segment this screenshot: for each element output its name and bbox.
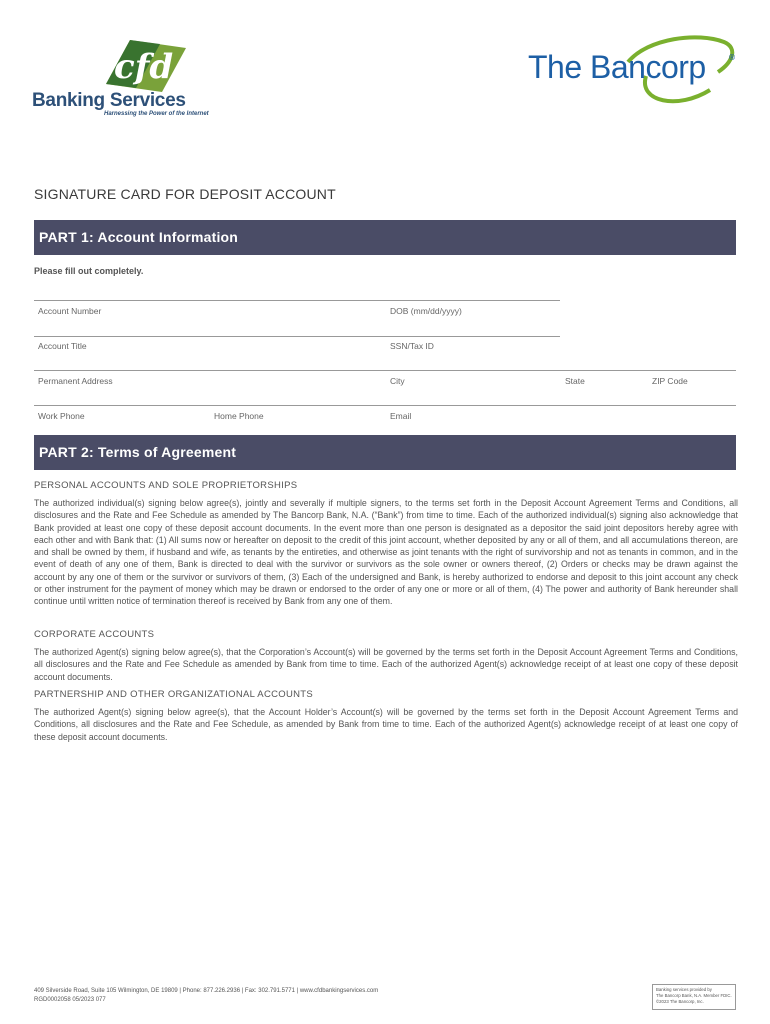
home-phone-label[interactable]: Home Phone [214, 411, 264, 421]
state-label[interactable]: State [565, 376, 585, 386]
part2-header-bar [34, 435, 736, 470]
partnership-accounts-heading: PARTNERSHIP AND OTHER ORGANIZATIONAL ACCOUNTS [34, 689, 314, 700]
personal-accounts-heading: PERSONAL ACCOUNTS AND SOLE PROPRIETORSHIPS [34, 480, 298, 491]
footer-form-code: RGD0002058 05/2023 077 [34, 997, 106, 1003]
cfd-name: Banking Services [32, 90, 186, 111]
email-label[interactable]: Email [390, 411, 412, 421]
part1-heading: PART 1: Account Information [39, 229, 239, 245]
cfd-diamond-icon [100, 34, 190, 96]
account-number-label[interactable]: Account Number [38, 306, 102, 316]
work-phone-label[interactable]: Work Phone [38, 411, 85, 421]
zip-code-label[interactable]: ZIP Code [652, 376, 688, 386]
footer-box-line1: Banking services provided by [656, 987, 712, 992]
account-title-label[interactable]: Account Title [38, 341, 87, 351]
footer-address: 409 Silverside Road, Suite 105 Wilmington, DE 19809 | Phone: 877.226.2936 | Fax: 302.791.5771 | www.cfdbankingservices.com [34, 988, 379, 994]
permanent-address-label[interactable]: Permanent Address [38, 376, 113, 386]
cfd-tagline: Harnessing the Power of the Internet [104, 111, 209, 117]
fill-out-note: Please fill out completely. [34, 266, 144, 276]
ssn-label[interactable]: SSN/Tax ID [390, 341, 434, 351]
city-label[interactable]: City [390, 376, 405, 386]
part2-heading: PART 2: Terms of Agreement [39, 444, 237, 460]
corporate-accounts-heading: CORPORATE ACCOUNTS [34, 629, 155, 640]
cfd-mark-text: cfd [114, 47, 174, 87]
bancorp-name: The Bancorp [528, 49, 706, 85]
the-bancorp-logo [528, 32, 743, 112]
document-title: SIGNATURE CARD FOR DEPOSIT ACCOUNT [34, 186, 336, 202]
dob-label[interactable]: DOB (mm/dd/yyyy) [390, 306, 462, 316]
cfd-banking-services-logo [32, 34, 207, 122]
corporate-accounts-text: The authorized Agent(s) signing below agree(s), that the Corporation’s Account(s) will be governed by the terms set forth in the Deposit Account Agreement Terms and Conditions, all disclosures and the Rate and Fee Schedule as amended by Bank from time to time. Each of the authorized Agent(s) acknowledge receipt of at least one copy of these deposit account documents. [34, 647, 738, 682]
account-number-line [34, 300, 560, 301]
footer-disclosure-box [652, 984, 736, 1010]
address-line [34, 370, 736, 371]
partnership-accounts-text: The authorized Agent(s) signing below agree(s), that the Account Holder’s Account(s) will be governed by the terms set forth in the Deposit Account Agreement Terms and Conditions, all disclosures and the Rate and Fee Schedule, as amended by Bank from time to time. Each of the authorized Agent(s) acknowledge receipt of at least one copy of these deposit account documents. [34, 707, 738, 742]
registered-mark: ® [728, 53, 736, 62]
footer-contact [34, 987, 378, 1005]
part1-header-bar [34, 220, 736, 255]
footer-box-line2: The Bancorp Bank, N.A. Member FDIC. [656, 993, 732, 998]
personal-accounts-text: The authorized individual(s) signing below agree(s), jointly and severally if multiple signers, to the terms set forth in the Deposit Account Agreement Terms and Conditions, all disclosures and the Rate and Fee Schedule as amended by The Bancorp Bank, N.A. (“Bank”) from time to time. Each of the authorized individual(s) signing also acknowledge that Bank provided at least one copy of these deposit account documents. In the event more than one person is designated as a depositor the said joint depositors hereby agree with each other and with Bank that: (1) All sums now or hereafter on deposit to the credit of this joint account, whether deposited by any or all of them, and all accumulations thereon, are and shall be owned by them, if husband and wife, as tenants by the entireties, and otherwise as joint tenants with the right of survivorship and not as tenants in common, and in the event of death of any one of them, Bank is directed to deal with the survivor or survivors as the sole owner or owners thereof, (2) Orders or checks may be drawn against the account by any one of them or the survivor or survivors of them, (3) Each of the undersigned and Bank, is hereby authorized to endorse and deposit to this joint account any check or other instrument for the payment of money which may be drawn or endorsed to the order of any one or more or all of them, (4) The power and authority of Bank hereunder shall continue until written notice of termination thereof is received by Bank from any one of them. [34, 498, 738, 607]
phone-line [34, 405, 736, 406]
footer-box-line3: ©2023 The Bancorp, Inc. [656, 999, 704, 1004]
account-title-line [34, 336, 560, 337]
